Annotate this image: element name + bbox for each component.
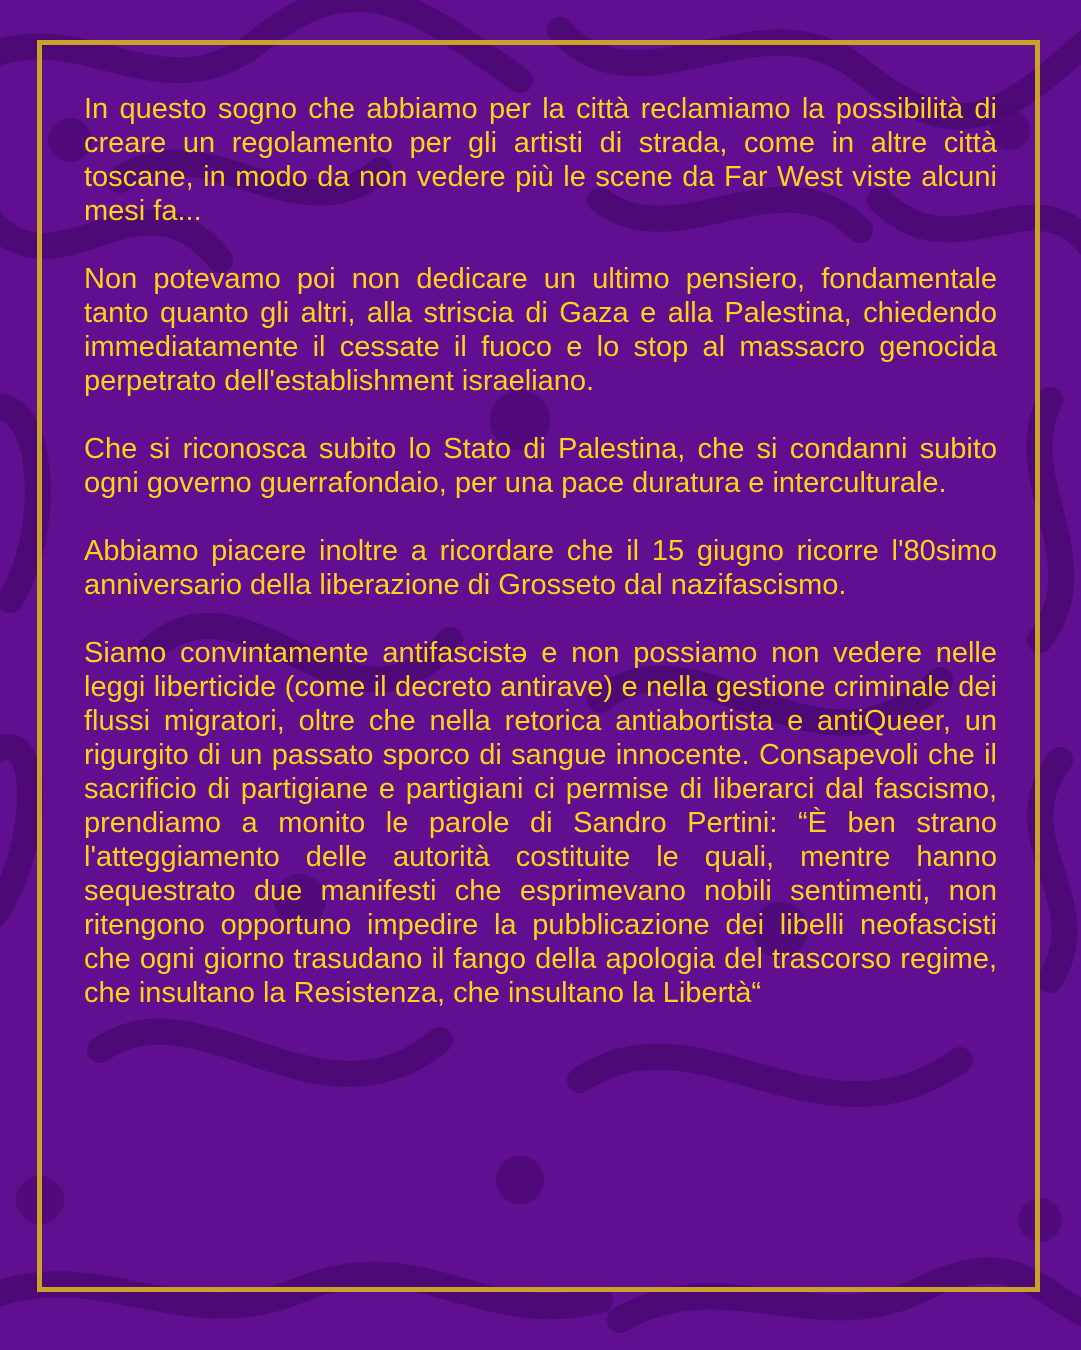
paragraph-antifascismo-pertini: Siamo convintamente antifascistə e non possiamo non vedere nelle leggi liberticide (come il decreto antirave) e nella gestione criminale dei flussi migratori, oltre che nella retorica antiabortista e antiQueer, un rigurgito di un passato sporco di sangue innocente. Consapevoli che il sacrificio di partigiane e partigiani ci permise di liberarci dal fascismo, prendiamo a monito le parole di Sandro Pertini: “È ben strano l'atteggiamento delle autorità costituite le quali, mentre hanno sequestrato due manifesti che esprimevano nobili sentimenti, non ritengono opportuno impedire la pubblicazione dei libelli neofascisti che ogni giorno trasudano il fango della apologia del trascorso regime, che insultano la Resistenza, che insultano la Libertà“ [84, 637, 997, 1009]
paragraph-artisti-di-strada: In questo sogno che abbiamo per la città reclamiamo la possibilità di creare un regolamento per gli artisti di strada, come in altre città toscane, in modo da non vedere più le scene da Far West viste alcuni mesi fa... [84, 93, 997, 227]
paragraph-gaza: Non potevamo poi non dedicare un ultimo pensiero, fondamentale tanto quanto gli altri, alla striscia di Gaza e alla Palestina, chiedendo immediatamente il cessate il fuoco e lo stop al massacro genocida perpetrato dell'establishment israeliano. [84, 263, 997, 397]
paragraph-stato-palestina: Che si riconosca subito lo Stato di Palestina, che si condanni subito ogni governo guerrafondaio, per una pace duratura e interculturale. [84, 433, 997, 499]
paragraph-liberazione-grosseto: Abbiamo piacere inoltre a ricordare che il 15 giugno ricorre l'80simo anniversario della liberazione di Grosseto dal nazifascismo. [84, 535, 997, 601]
text-body [84, 92, 997, 1044]
